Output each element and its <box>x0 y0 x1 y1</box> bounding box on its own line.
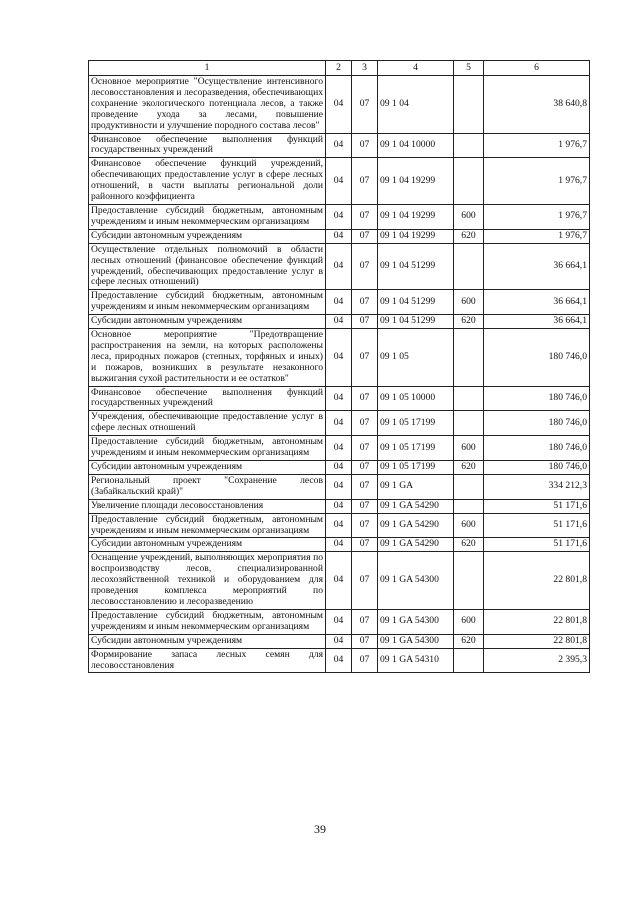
row-name-cell: Учреждения, обеспечивающие предоставление услуг в сфере лесных отношений <box>89 411 326 436</box>
expense-type-cell <box>454 243 484 290</box>
subsection-cell: 07 <box>352 499 378 513</box>
expense-type-cell: 600 <box>454 513 484 538</box>
section-cell: 04 <box>326 229 352 243</box>
section-cell: 04 <box>326 329 352 387</box>
table-row <box>89 290 590 315</box>
target-code-cell: 09 1 04 19299 <box>378 204 454 229</box>
expense-type-cell <box>454 474 484 499</box>
section-cell: 04 <box>326 158 352 205</box>
subsection-cell: 07 <box>352 133 378 158</box>
table-row <box>89 648 590 673</box>
row-name-cell: Формирование запаса лесных семян для лесовосстановления <box>89 648 326 673</box>
amount-cell: 1 976,7 <box>484 133 590 158</box>
amount-cell: 1 976,7 <box>484 204 590 229</box>
target-code-cell: 09 1 04 19299 <box>378 158 454 205</box>
subsection-cell: 07 <box>352 158 378 205</box>
expense-type-cell: 600 <box>454 436 484 461</box>
expense-type-cell <box>454 76 484 134</box>
section-cell: 04 <box>326 315 352 329</box>
table-row <box>89 204 590 229</box>
target-code-cell: 09 1 GA 54300 <box>378 634 454 648</box>
budget-table <box>88 60 590 673</box>
target-code-cell: 09 1 05 17199 <box>378 461 454 475</box>
amount-cell: 334 212,3 <box>484 474 590 499</box>
row-name-cell: Осуществление отдельных полномочий в области лесных отношений (финансовое обеспечение функций учреждений, обеспечивающих предоставление услуг в сфере лесных отношений) <box>89 243 326 290</box>
target-code-cell: 09 1 GA 54300 <box>378 552 454 610</box>
expense-type-cell: 620 <box>454 461 484 475</box>
section-cell: 04 <box>326 538 352 552</box>
subsection-cell: 07 <box>352 290 378 315</box>
section-cell: 04 <box>326 461 352 475</box>
target-code-cell: 09 1 GA 54290 <box>378 538 454 552</box>
subsection-cell: 07 <box>352 552 378 610</box>
amount-cell: 22 801,8 <box>484 609 590 634</box>
table-row <box>89 76 590 134</box>
table-row <box>89 538 590 552</box>
amount-cell: 51 171,6 <box>484 513 590 538</box>
section-cell: 04 <box>326 411 352 436</box>
table-row <box>89 634 590 648</box>
subsection-cell: 07 <box>352 474 378 499</box>
row-name-cell: Субсидии автономным учреждениям <box>89 315 326 329</box>
table-row <box>89 609 590 634</box>
row-name-cell: Региональный проект "Сохранение лесов (Забайкальский край)" <box>89 474 326 499</box>
row-name-cell: Основное мероприятие "Предотвращение распространения на земли, на которых расположены леса, природных пожаров (степных, торфяных и иных) и пожаров, возникших в результате незаконного выжигания сухой растительности и ее остатков" <box>89 329 326 387</box>
header-cell: 4 <box>378 61 454 76</box>
amount-cell: 36 664,1 <box>484 315 590 329</box>
amount-cell: 51 171,6 <box>484 499 590 513</box>
subsection-cell: 07 <box>352 648 378 673</box>
subsection-cell: 07 <box>352 634 378 648</box>
expense-type-cell <box>454 133 484 158</box>
subsection-cell: 07 <box>352 513 378 538</box>
row-name-cell: Предоставление субсидий бюджетным, автономным учреждениям и иным некоммерческим организациям <box>89 513 326 538</box>
amount-cell: 22 801,8 <box>484 552 590 610</box>
expense-type-cell <box>454 386 484 411</box>
table-row <box>89 329 590 387</box>
amount-cell: 180 746,0 <box>484 461 590 475</box>
table-row <box>89 411 590 436</box>
target-code-cell: 09 1 GA 54290 <box>378 513 454 538</box>
amount-cell: 180 746,0 <box>484 329 590 387</box>
row-name-cell: Субсидии автономным учреждениям <box>89 634 326 648</box>
amount-cell: 180 746,0 <box>484 436 590 461</box>
expense-type-cell: 620 <box>454 315 484 329</box>
target-code-cell: 09 1 04 10000 <box>378 133 454 158</box>
table-row <box>89 386 590 411</box>
section-cell: 04 <box>326 609 352 634</box>
subsection-cell: 07 <box>352 76 378 134</box>
row-name-cell: Основное мероприятие "Осуществление интенсивного лесовосстановления и лесоразведения, обеспечивающих сохранение экологического потенциала лесов, а также проведение ухода за лесами, повышение продуктивности и улучшение породного состава лесов" <box>89 76 326 134</box>
expense-type-cell: 600 <box>454 609 484 634</box>
amount-cell: 36 664,1 <box>484 290 590 315</box>
target-code-cell: 09 1 GA <box>378 474 454 499</box>
table-row <box>89 513 590 538</box>
subsection-cell: 07 <box>352 204 378 229</box>
amount-cell: 22 801,8 <box>484 634 590 648</box>
target-code-cell: 09 1 05 17199 <box>378 411 454 436</box>
amount-cell: 38 640,8 <box>484 76 590 134</box>
subsection-cell: 07 <box>352 315 378 329</box>
subsection-cell: 07 <box>352 609 378 634</box>
expense-type-cell: 600 <box>454 204 484 229</box>
amount-cell: 36 664,1 <box>484 243 590 290</box>
expense-type-cell <box>454 158 484 205</box>
section-cell: 04 <box>326 499 352 513</box>
section-cell: 04 <box>326 133 352 158</box>
section-cell: 04 <box>326 634 352 648</box>
table-row <box>89 133 590 158</box>
section-cell: 04 <box>326 648 352 673</box>
table-row <box>89 158 590 205</box>
subsection-cell: 07 <box>352 229 378 243</box>
expense-type-cell <box>454 329 484 387</box>
row-name-cell: Финансовое обеспечение выполнения функций государственных учреждений <box>89 133 326 158</box>
expense-type-cell: 600 <box>454 290 484 315</box>
target-code-cell: 09 1 05 10000 <box>378 386 454 411</box>
row-name-cell: Оснащение учреждений, выполняющих мероприятия по воспроизводству лесов, специализированной лесохозяйственной техникой и оборудованием для проведения комплекса мероприятий по лесовосстановлению и лесоразведению <box>89 552 326 610</box>
row-name-cell: Предоставление субсидий бюджетным, автономным учреждениям и иным некоммерческим организациям <box>89 609 326 634</box>
target-code-cell: 09 1 04 <box>378 76 454 134</box>
table-row <box>89 243 590 290</box>
document-page <box>88 60 589 673</box>
expense-type-cell: 620 <box>454 538 484 552</box>
target-code-cell: 09 1 05 <box>378 329 454 387</box>
table-row <box>89 436 590 461</box>
row-name-cell: Предоставление субсидий бюджетным, автономным учреждениям и иным некоммерческим организациям <box>89 436 326 461</box>
expense-type-cell <box>454 499 484 513</box>
subsection-cell: 07 <box>352 386 378 411</box>
subsection-cell: 07 <box>352 243 378 290</box>
target-code-cell: 09 1 GA 54290 <box>378 499 454 513</box>
target-code-cell: 09 1 04 19299 <box>378 229 454 243</box>
table-row <box>89 474 590 499</box>
expense-type-cell <box>454 648 484 673</box>
header-cell: 3 <box>352 61 378 76</box>
amount-cell: 1 976,7 <box>484 158 590 205</box>
row-name-cell: Предоставление субсидий бюджетным, автономным учреждениям и иным некоммерческим организациям <box>89 204 326 229</box>
subsection-cell: 07 <box>352 461 378 475</box>
subsection-cell: 07 <box>352 329 378 387</box>
header-cell: 6 <box>484 61 590 76</box>
section-cell: 04 <box>326 290 352 315</box>
target-code-cell: 09 1 GA 54310 <box>378 648 454 673</box>
target-code-cell: 09 1 04 51299 <box>378 243 454 290</box>
row-name-cell: Субсидии автономным учреждениям <box>89 461 326 475</box>
section-cell: 04 <box>326 76 352 134</box>
table-row <box>89 499 590 513</box>
expense-type-cell: 620 <box>454 229 484 243</box>
row-name-cell: Предоставление субсидий бюджетным, автономным учреждениям и иным некоммерческим организациям <box>89 290 326 315</box>
row-name-cell: Увеличение площади лесовосстановления <box>89 499 326 513</box>
header-cell: 2 <box>326 61 352 76</box>
row-name-cell: Субсидии автономным учреждениям <box>89 229 326 243</box>
header-cell: 1 <box>89 61 326 76</box>
row-name-cell: Финансовое обеспечение выполнения функций государственных учреждений <box>89 386 326 411</box>
target-code-cell: 09 1 04 51299 <box>378 315 454 329</box>
target-code-cell: 09 1 04 51299 <box>378 290 454 315</box>
amount-cell: 180 746,0 <box>484 386 590 411</box>
section-cell: 04 <box>326 204 352 229</box>
amount-cell: 51 171,6 <box>484 538 590 552</box>
section-cell: 04 <box>326 552 352 610</box>
target-code-cell: 09 1 GA 54300 <box>378 609 454 634</box>
table-row <box>89 461 590 475</box>
table-row <box>89 315 590 329</box>
table-body <box>89 76 590 673</box>
header-cell: 5 <box>454 61 484 76</box>
section-cell: 04 <box>326 474 352 499</box>
header-row <box>89 61 590 76</box>
amount-cell: 180 746,0 <box>484 411 590 436</box>
section-cell: 04 <box>326 243 352 290</box>
subsection-cell: 07 <box>352 436 378 461</box>
table-row <box>89 229 590 243</box>
row-name-cell: Субсидии автономным учреждениям <box>89 538 326 552</box>
section-cell: 04 <box>326 513 352 538</box>
expense-type-cell <box>454 552 484 610</box>
target-code-cell: 09 1 05 17199 <box>378 436 454 461</box>
amount-cell: 1 976,7 <box>484 229 590 243</box>
page-number: 39 <box>314 822 326 836</box>
row-name-cell: Финансовое обеспечение функций учреждений, обеспечивающих предоставление услуг в сфере лесных отношений, в части выплаты региональной доли районного коэффициента <box>89 158 326 205</box>
table-row <box>89 552 590 610</box>
section-cell: 04 <box>326 436 352 461</box>
amount-cell: 2 395,3 <box>484 648 590 673</box>
subsection-cell: 07 <box>352 538 378 552</box>
subsection-cell: 07 <box>352 411 378 436</box>
section-cell: 04 <box>326 386 352 411</box>
expense-type-cell: 620 <box>454 634 484 648</box>
expense-type-cell <box>454 411 484 436</box>
